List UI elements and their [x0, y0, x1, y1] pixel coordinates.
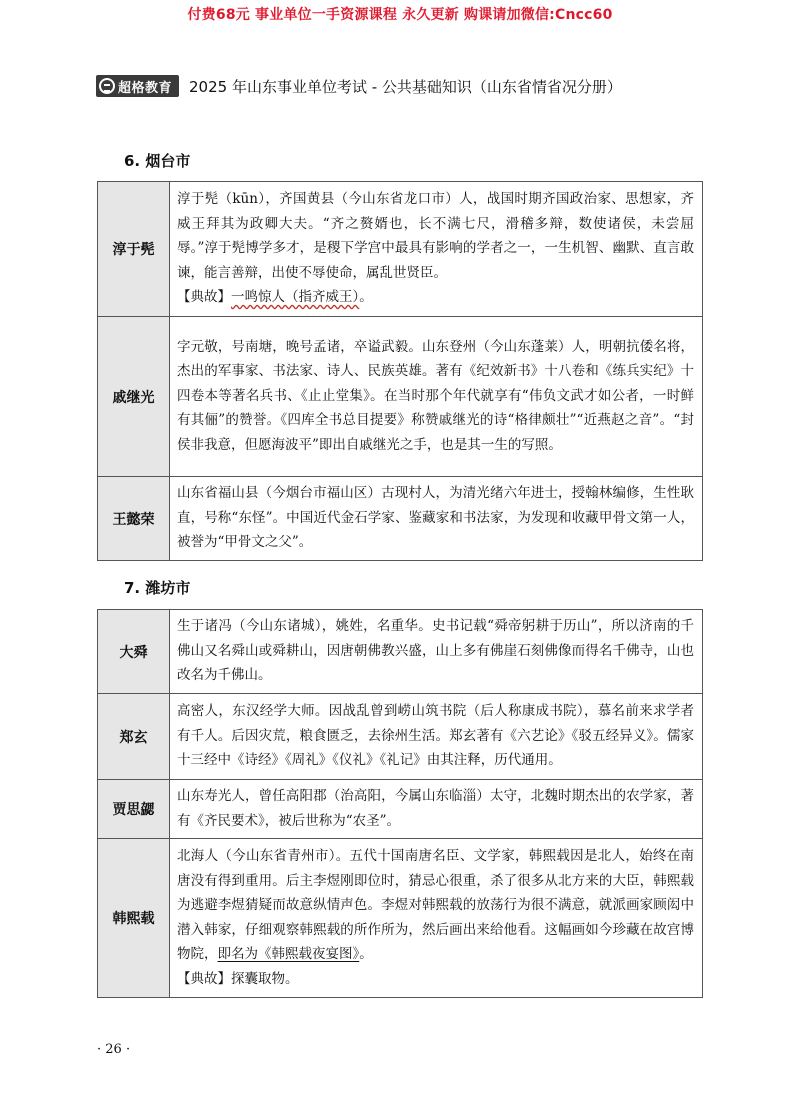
table-row — [98, 610, 703, 694]
table-row — [98, 477, 703, 561]
figure-name: 郑玄 — [98, 694, 170, 780]
figure-description: 字元敬，号南塘，晚号孟诸，卒谥武毅。山东登州（今山东蓬莱）人，明朝抗倭名将，杰出的军事家、书法家、诗人、民族英雄。著有《纪效新书》十八卷和《练兵实纪》十四卷本等著名兵书、《止止堂集》。在当时那个年代就享有“伟负文武才如公者，一时鲜有其俪”的赞誉。《四库全书总目提要》称赞戚继光的诗“格律颇壮”“近燕赵之音”。“封侯非我意，但愿海波平”即出自戚继光之手，也是其一生的写照。 — [170, 317, 703, 477]
section-title-weifang: 7. 潍坊市 — [124, 579, 191, 597]
figure-anecdote — [177, 285, 694, 310]
table-row — [98, 839, 703, 998]
document-title: 2025 年山东事业单位考试 - 公共基础知识（山东省情省况分册） — [189, 77, 622, 96]
anecdote-label: 【典故】 — [177, 970, 231, 987]
promo-banner: 付费68元 事业单位一手资源课程 永久更新 购课请加微信:Cncc60 — [187, 7, 613, 23]
figure-name: 大舜 — [98, 610, 170, 694]
figure-text: 淳于髡（kūn），齐国黄县（今山东省龙口市）人，战国时期齐国政治家、思想家，齐威王拜其为政卿大夫。“齐之赘婿也，长不满七尺，滑稽多辩，数使诸侯，未尝屈辱。”淳于髡博学多才，是稷下学宫中最具有影响的学者之一，一生机智、幽默、直言敢谏，能言善辩，出使不辱使命，属乱世贤臣。 — [177, 191, 694, 281]
anecdote-text: 一鸣惊人（指齐威王） — [231, 289, 360, 306]
figure-name: 贾思勰 — [98, 780, 170, 839]
figure-description: 山东省福山县（今烟台市福山区）古现村人，为清光绪六年进士，授翰林编修，生性耿直，号称“东怪”。中国近代金石学家、鉴藏家和书法家，为发现和收藏甲骨文第一人，被誉为“甲骨文之父”。 — [170, 477, 703, 561]
page-header — [96, 74, 716, 98]
figure-description: 生于诸冯（今山东诸城），姚姓，名重华。史书记载“舜帝躬耕于历山”，所以济南的千佛山又名舜山或舜耕山，因唐朝佛教兴盛，山上多有佛崖石刻佛像而得名千佛寺，山也改名为千佛山。 — [170, 610, 703, 694]
anecdote-label: 【典故】 — [177, 289, 231, 306]
figure-name: 韩熙载 — [98, 839, 170, 998]
figure-text-end: 。 — [359, 946, 373, 962]
figure-description: 山东寿光人，曾任高阳郡（治高阳，今属山东临淄）太守，北魏时期杰出的农学家，著有《齐民要术》，被后世称为“农圣”。 — [170, 780, 703, 839]
figure-text-underlined: 即名为《韩熙载夜宴图》 — [217, 946, 360, 962]
section-title-yantai: 6. 烟台市 — [124, 152, 191, 170]
figure-text-main: 北海人（今山东省青州市）。五代十国南唐名臣、文学家，韩熙载因是北人，始终在南唐没有得到重用。后主李煜刚即位时，猜忌心很重，杀了很多从北方来的大臣，韩熙载为逃避李煜猜疑而故意纵情声色。李煜对韩熙载的放荡行为很不满意，就派画家顾闳中潜入韩家，仔细观察韩熙载的所作所为，然后画出来给他看。这幅画如今珍藏在故宫博物院， — [177, 848, 694, 962]
figure-text — [177, 844, 694, 967]
brand-logo-text: 超格教育 — [118, 80, 173, 96]
figure-description: 高密人，东汉经学大师。因战乱曾到崂山筑书院（后人称康成书院），慕名前来求学者有千人。后因灾荒，粮食匮乏，去徐州生活。郑玄著有《六艺论》《驳五经异义》。儒家十三经中《诗经》《周礼》《仪礼》《礼记》由其注释，历代通用。 — [170, 694, 703, 780]
anecdote-end: 。 — [359, 289, 373, 306]
brand-logo-icon — [99, 78, 115, 94]
table-row — [98, 694, 703, 780]
table-row — [98, 780, 703, 839]
figures-table-yantai — [97, 181, 703, 561]
figure-name: 王懿荣 — [98, 477, 170, 561]
table-row — [98, 317, 703, 477]
brand-logo — [96, 75, 179, 97]
figures-table-weifang — [97, 609, 703, 998]
figure-name: 戚继光 — [98, 317, 170, 477]
figure-description — [170, 839, 703, 998]
figure-anecdote — [177, 967, 694, 992]
page-number: · 26 · — [97, 1042, 131, 1057]
anecdote-text: 探囊取物。 — [231, 970, 299, 987]
figure-description — [170, 182, 703, 317]
table-row — [98, 182, 703, 317]
figure-name: 淳于髡 — [98, 182, 170, 317]
